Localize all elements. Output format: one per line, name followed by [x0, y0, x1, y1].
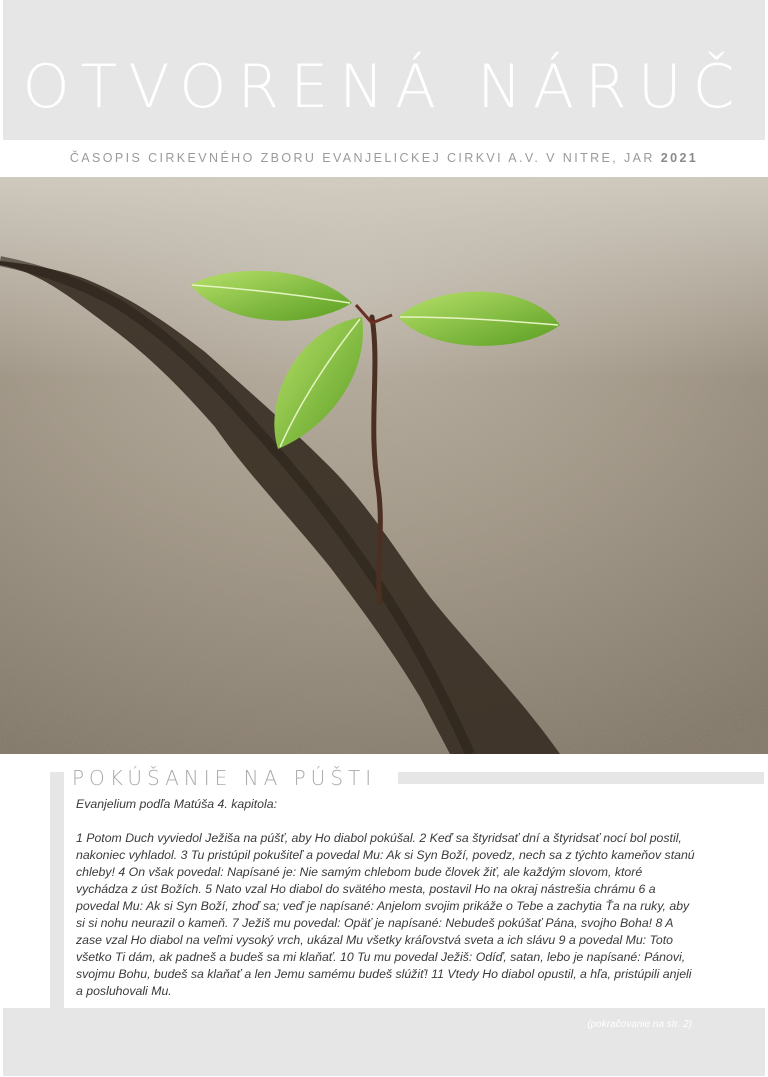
article-heading: POKÚŠANIE NA PÚŠTI	[72, 766, 377, 790]
article-intro: Evanjelium podľa Matúša 4. kapitola:	[76, 797, 278, 811]
issue-year: 2021	[660, 151, 699, 165]
continuation-note: (pokračovanie na str. 2)	[587, 1019, 692, 1030]
magazine-subtitle	[0, 150, 768, 166]
cover-photo-seedling	[0, 177, 768, 754]
magazine-title: OTVORENÁ NÁRUČ	[22, 52, 746, 122]
subtitle-text: ČASOPIS CIRKEVNÉHO ZBORU EVANJELICKEJ CIRKVI A.V. V NITRE, JAR	[69, 151, 655, 165]
heading-rule	[398, 772, 764, 784]
article-side-bar	[50, 772, 64, 1008]
article-scripture-text: 1 Potom Duch vyviedol Ježiša na púšť, aby Ho diabol pokúšal. 2 Keď sa štyridsať dní a štyridsať nocí bol postil, nakoniec vyhladol. 3 Tu pristúpil pokušiteľ a povedal Mu: Ak si Syn Boží, povedz, nech sa z týchto kameňov stanú chleby! 4 On však povedal: Napísané je: Nie samým chlebom bude človek žiť, ale každým slovom, ktoré vychádza z úst Božích. 5 Nato vzal Ho diabol do svätého mesta, postavil Ho na okraj nástrešia chrámu 6 a povedal Mu: Ak si Syn Boží, zhoď sa; veď je napísané: Anjelom svojim prikáže o Tebe a zachytia Ťa na ruky, aby si si nohu neurazil o kameň. 7 Ježiš mu povedal: Opäť je napísané: Nebudeš pokúšať Pána, svojho Boha! 8 A zase vzal Ho diabol na veľmi vysoký vrch, ukázal Mu všetky kráľovstvá sveta a ich slávu 9 a povedal Mu: Toto všetko Ti dám, ak padneš a budeš sa mi klaňať. 10 Tu mu povedal Ježiš: Odíď, satan, lebo je napísané: Pánovi, svojmu Bohu, budeš sa klaňať a len Jemu samému budeš slúžiť! 11 Vtedy Ho diabol opustil, a hľa, pristúpili anjeli a posluhovali Mu.	[76, 831, 695, 998]
article-body	[76, 796, 696, 1000]
